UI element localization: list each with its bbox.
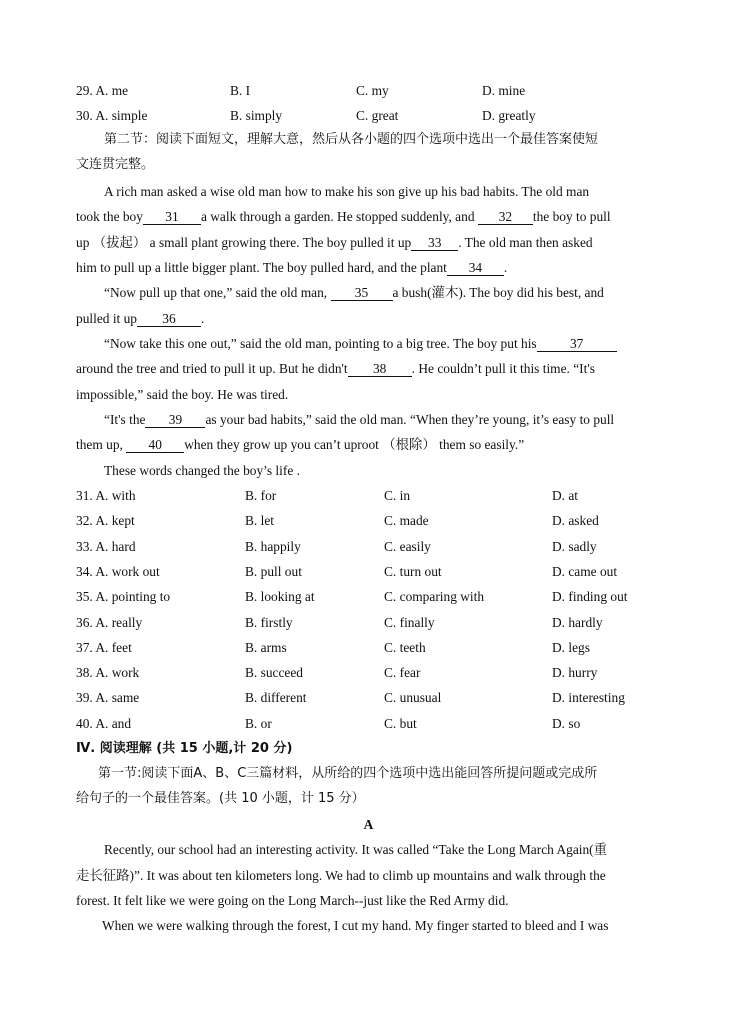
passage-a-line: forest. It felt like we were going on the Long March--just like the Red Army did. xyxy=(76,893,509,908)
passage-a-line: Recently, our school had an interesting activity. It was called “Take the Long March Again(重 xyxy=(104,842,608,857)
question-number: 32. xyxy=(76,513,93,528)
option-c: C. but xyxy=(384,716,417,731)
option-c: C. comparing with xyxy=(384,589,485,604)
question-number-option-a xyxy=(76,487,136,505)
passage-line: impossible,” said the boy. He was tired. xyxy=(76,387,289,402)
question-number: 35. xyxy=(76,589,93,604)
option-a: A. work out xyxy=(95,564,160,579)
question-number-option-a xyxy=(76,512,135,530)
question-number-option-a xyxy=(76,588,170,606)
question-number-option-a xyxy=(76,538,136,556)
option-c: C. finally xyxy=(384,615,435,630)
option-d: D. mine xyxy=(482,83,526,98)
passage-line: “Now pull up that one,” said the old man, 35 a bush(灌木). The boy did his best, and xyxy=(104,285,604,300)
option-b: B. pull out xyxy=(245,564,302,579)
option-b: B. succeed xyxy=(245,665,304,680)
option-a: A. with xyxy=(95,488,136,503)
blank-40: 40 xyxy=(126,437,184,453)
option-c: C. made xyxy=(384,513,429,528)
blank-38: 38 xyxy=(348,361,412,377)
option-c: C. my xyxy=(356,83,389,98)
option-d: D. asked xyxy=(552,513,599,528)
question-number-option-a xyxy=(76,715,131,733)
question-number: 34. xyxy=(76,564,93,579)
passage-line: “Now take this one out,” said the old man, pointing to a big tree. The boy put his 37 xyxy=(104,335,662,353)
option-d: D. so xyxy=(552,716,581,731)
question-number: 33. xyxy=(76,539,93,554)
passage-line: These words changed the boy’s life . xyxy=(104,463,300,478)
blank-31: 31 xyxy=(143,209,201,225)
blank-33: 33 xyxy=(411,235,458,251)
option-b: B. firstly xyxy=(245,615,293,630)
option-d: D. finding out xyxy=(552,589,628,604)
option-d: D. hardly xyxy=(552,615,603,630)
blank-39: 39 xyxy=(145,412,205,428)
option-d: D. came out xyxy=(552,564,618,579)
option-c: C. turn out xyxy=(384,564,442,579)
blank-37: 37 xyxy=(537,336,617,352)
blank-34: 34 xyxy=(447,260,504,276)
question-number: 39. xyxy=(76,690,93,705)
option-a: A. kept xyxy=(95,513,135,528)
option-a: A. feet xyxy=(95,640,132,655)
option-a: A. and xyxy=(95,716,132,731)
question-number: 40. xyxy=(76,716,93,731)
passage-a-line: When we were walking through the forest, I cut my hand. My finger started to bleed and I was xyxy=(102,918,609,933)
option-b: B. happily xyxy=(245,539,301,554)
option-d: D. sadly xyxy=(552,539,597,554)
question-number: 36. xyxy=(76,615,93,630)
passage-line: him to pull up a little bigger plant. The boy pulled hard, and the plant 34 . xyxy=(76,260,508,275)
question-number: 38. xyxy=(76,665,93,680)
question-number-option-a xyxy=(76,689,139,707)
question-number-option-a xyxy=(76,614,142,632)
option-d: D. hurry xyxy=(552,665,598,680)
passage-line: “It's the 39 as your bad habits,” said the old man. “When they’re young, it’s easy to pull xyxy=(104,412,615,427)
option-a: A. work xyxy=(95,665,140,680)
blank-36: 36 xyxy=(137,311,201,327)
passage-line: around the tree and tried to pull it up. But he didn't 38 . He couldn’t pull it this time. “It's xyxy=(76,361,595,376)
section4-instructions: 第一节:阅读下面A、B、C三篇材料，从所给的四个选项中选出能回答所提问题或完成所 xyxy=(98,766,598,781)
section4-title: Ⅳ. 阅读理解 (共 15 小题,计 20 分) xyxy=(76,741,293,756)
option-b: B. let xyxy=(245,513,275,528)
question-number-option-a xyxy=(76,563,160,581)
option-a: A. pointing to xyxy=(95,589,171,604)
passage-line: A rich man asked a wise old man how to make his son give up his bad habits. The old man xyxy=(104,184,590,199)
passage-a-label: A xyxy=(363,817,374,832)
question-number-option-a xyxy=(76,639,132,657)
blank-32: 32 xyxy=(478,209,533,225)
passage-line: pulled it up 36 . xyxy=(76,311,205,326)
passage-line: them up, 40 when they grow up you can’t uproot （根除） them so easily.” xyxy=(76,437,525,452)
section2-instructions: 第二节：阅读下面短文，理解大意，然后从各小题的四个选项中选出一个最佳答案使短 xyxy=(104,132,599,147)
option-d: D. legs xyxy=(552,640,590,655)
section2-instructions-cont: 文连贯完整。 xyxy=(76,157,155,172)
question-number-a: 30. A. simple xyxy=(76,108,148,123)
option-b: B. for xyxy=(245,488,277,503)
section4-instructions-cont: 给句子的一个最佳答案。(共 10 小题，计 15 分） xyxy=(76,791,365,806)
option-d: D. greatly xyxy=(482,108,536,123)
question-number: 31. xyxy=(76,488,93,503)
option-a: A. hard xyxy=(95,539,136,554)
passage-line: took the boy 31 a walk through a garden. He stopped suddenly, and 32 the boy to pull xyxy=(76,209,611,224)
option-d: D. interesting xyxy=(552,690,625,705)
passage-line: up （拔起） a small plant growing there. The boy pulled it up 33 . The old man then asked xyxy=(76,235,593,250)
option-b: B. looking at xyxy=(245,589,315,604)
option-b: B. or xyxy=(245,716,272,731)
question-number: 37. xyxy=(76,640,93,655)
option-d: D. at xyxy=(552,488,579,503)
option-b: B. different xyxy=(245,690,307,705)
option-c: C. great xyxy=(356,108,399,123)
option-c: C. easily xyxy=(384,539,431,554)
option-c: C. unusual xyxy=(384,690,442,705)
option-a: A. really xyxy=(95,615,143,630)
question-number-a: 29. A. me xyxy=(76,83,129,98)
option-c: C. in xyxy=(384,488,411,503)
option-a: A. same xyxy=(95,690,140,705)
option-b: B. simply xyxy=(230,108,283,123)
passage-a-line: 走长征路)”. It was about ten kilometers long. We had to climb up mountains and walk through the xyxy=(76,868,606,883)
question-number-option-a xyxy=(76,664,139,682)
option-b: B. arms xyxy=(245,640,287,655)
blank-35: 35 xyxy=(331,285,393,301)
option-b: B. I xyxy=(230,83,251,98)
option-c: C. fear xyxy=(384,665,421,680)
option-c: C. teeth xyxy=(384,640,426,655)
